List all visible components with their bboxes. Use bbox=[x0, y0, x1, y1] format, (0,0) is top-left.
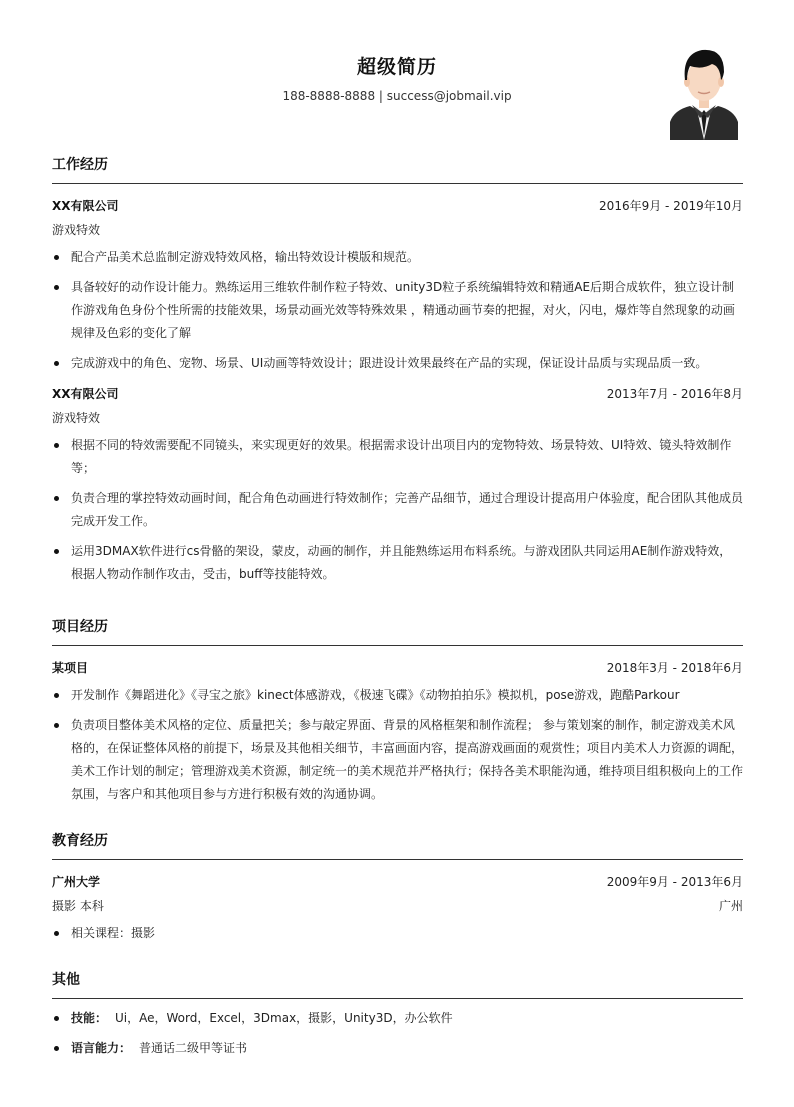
other-section bbox=[52, 969, 743, 1067]
work-entry-org: XX有限公司 bbox=[52, 198, 119, 213]
avatar-photo bbox=[668, 44, 740, 140]
list-item: 具备较好的动作设计能力。熟练运用三维软件制作粒子特效、unity3D粒子系统编辑特效和精通AE后期合成软件，独立设计制作游戏角色身份个性所需的技能效果，场景动画光效等特殊效果 ，精通动画节奏的把握，对火，闪电，爆炸等自然现象的动画规律及色彩的变化了解 bbox=[52, 276, 743, 345]
language-label: 语言能力： bbox=[71, 1041, 132, 1055]
work-entry-org: XX有限公司 bbox=[52, 386, 119, 401]
section-title-other: 其他 bbox=[52, 969, 743, 999]
education-major: 摄影 本科 bbox=[52, 899, 104, 913]
list-item: 开发制作《舞蹈进化》《寻宝之旅》kinect体感游戏，《极速飞碟》《动物拍拍乐》模拟机，pose游戏，跑酷Parkour bbox=[52, 684, 743, 707]
list-item: 负责合理的掌控特效动画时间，配合角色动画进行特效制作；完善产品细节，通过合理设计提高用户体验度，配合团队其他成员完成开发工作。 bbox=[52, 487, 743, 533]
list-item: 运用3DMAX软件进行cs骨骼的架设，蒙皮，动画的制作，并且能熟练运用布料系统。与游戏团队共同运用AE制作游戏特效，根据人物动作制作攻击，受击，buff等技能特效。 bbox=[52, 540, 743, 586]
work-entry-date: 2013年7月 - 2016年8月 bbox=[606, 386, 743, 401]
work-entry-bullets bbox=[52, 434, 743, 586]
section-title-projects: 项目经历 bbox=[52, 616, 743, 646]
resume-header bbox=[0, 0, 794, 150]
work-entry-bullets bbox=[52, 246, 743, 375]
list-item: 配合产品美术总监制定游戏特效风格，输出特效设计模版和规范。 bbox=[52, 246, 743, 269]
education-location: 广州 bbox=[718, 899, 743, 913]
language-value: 普通话二级甲等证书 bbox=[139, 1041, 248, 1055]
list-item: 负责项目整体美术风格的定位、质量把关；参与敲定界面、背景的风格框架和制作流程； 参与策划案的制作，制定游戏美术风格的，在保证整体风格的前提下，场景及其他相关细节，丰富画面内容，提高游戏画面的观赏性；项目内美术人力资源的调配，美术工作计划的制定；管理游戏美术资源，制定统一的美术规范并严格执行；保持各美术职能沟通，维持项目组积极向上的工作氛围，与客户和其他项目参与方进行积极有效的沟通协调。 bbox=[52, 714, 743, 806]
education-date: 2009年9月 - 2013年6月 bbox=[606, 874, 743, 889]
other-list bbox=[52, 1007, 743, 1060]
education-entry bbox=[52, 868, 743, 945]
work-entry bbox=[52, 380, 743, 586]
resume-name: 超级简历 bbox=[356, 56, 437, 78]
project-entry-name: 某项目 bbox=[52, 660, 89, 675]
education-section bbox=[52, 830, 743, 952]
project-entry-bullets bbox=[52, 684, 743, 806]
work-entry-role: 游戏特效 bbox=[52, 411, 101, 425]
project-entry-date: 2018年3月 - 2018年6月 bbox=[606, 660, 743, 675]
work-entry-role: 游戏特效 bbox=[52, 223, 101, 237]
list-item: 完成游戏中的角色、宠物、场景、UI动画等特效设计；跟进设计效果最终在产品的实现，保证设计品质与实现品质一致。 bbox=[52, 352, 743, 375]
project-entry bbox=[52, 654, 743, 806]
list-item: 根据不同的特效需要配不同镜头，来实现更好的效果。根据需求设计出项目内的宠物特效、场景特效、UI特效、镜头特效制作等； bbox=[52, 434, 743, 480]
education-school: 广州大学 bbox=[52, 874, 101, 889]
projects-section bbox=[52, 616, 743, 813]
skills-label: 技能： bbox=[71, 1011, 108, 1025]
list-item: 相关课程：摄影 bbox=[52, 922, 743, 945]
section-title-work: 工作经历 bbox=[52, 154, 743, 184]
skills-value: Ui，Ae，Word，Excel，3Dmax，摄影，Unity3D，办公软件 bbox=[115, 1011, 453, 1025]
list-item bbox=[52, 1007, 743, 1030]
work-entry bbox=[52, 192, 743, 375]
contact-info: 188-8888-8888 | success@jobmail.vip bbox=[282, 89, 512, 103]
education-bullets bbox=[52, 922, 743, 945]
work-entry-date: 2016年9月 - 2019年10月 bbox=[599, 198, 743, 213]
work-section bbox=[52, 154, 743, 593]
list-item bbox=[52, 1037, 743, 1060]
section-title-education: 教育经历 bbox=[52, 830, 743, 860]
